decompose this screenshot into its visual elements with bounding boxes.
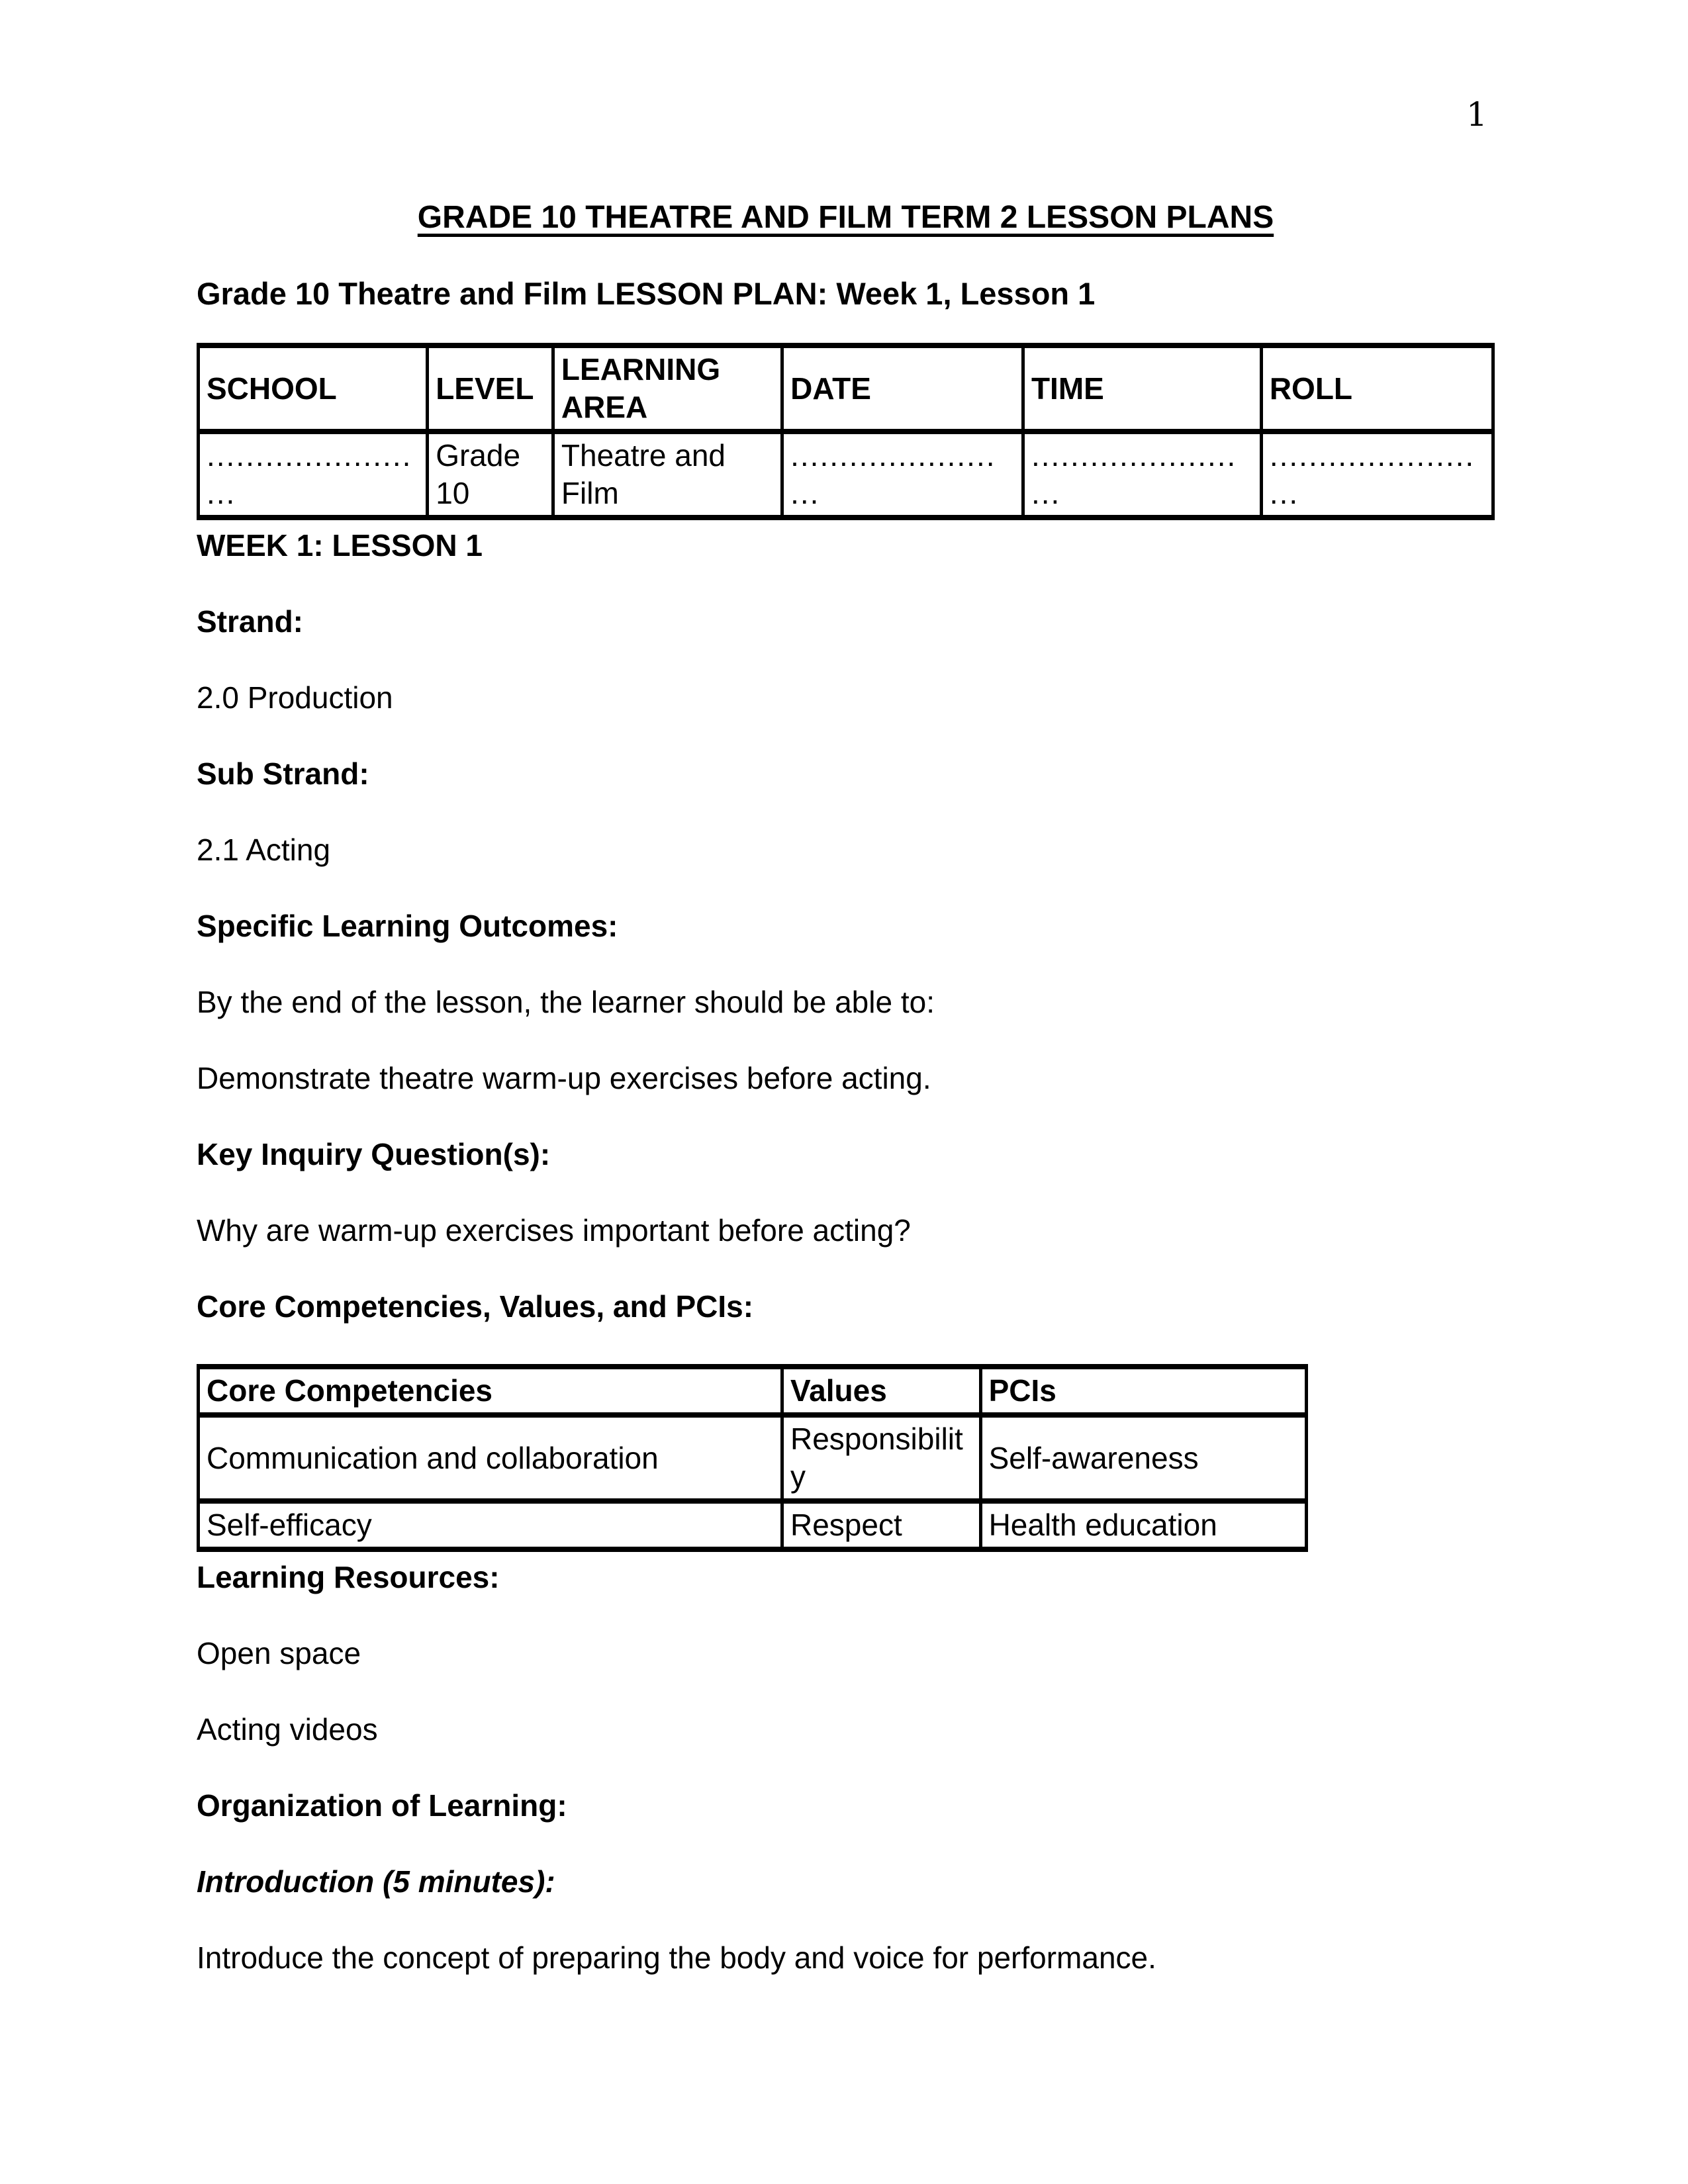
- info-value-roll: ..................... ...: [1261, 432, 1493, 518]
- competency-row1-pcis: Self-awareness: [980, 1415, 1306, 1501]
- info-header-date: DATE: [782, 345, 1023, 432]
- info-header-roll: ROLL: [1261, 345, 1493, 432]
- info-value-school: ..................... ...: [199, 432, 428, 518]
- competency-header-values: Values: [782, 1367, 981, 1415]
- week-lesson-heading: WEEK 1: LESSON 1: [197, 528, 483, 563]
- competency-row-2: [199, 1501, 1307, 1549]
- info-header-school: SCHOOL: [199, 345, 428, 432]
- competency-row-1: [199, 1415, 1307, 1501]
- inquiry-label: Key Inquiry Question(s):: [197, 1137, 551, 1171]
- info-table-value-row: [199, 432, 1493, 518]
- sub-strand-label: Sub Strand:: [197, 756, 369, 791]
- lesson-plan-subtitle: Grade 10 Theatre and Film LESSON PLAN: Week 1, Lesson 1: [197, 276, 1096, 311]
- resources-item-open-space: Open space: [197, 1636, 361, 1670]
- competency-row2-core: Self-efficacy: [199, 1501, 782, 1549]
- competency-header-pcis: PCIs: [980, 1367, 1306, 1415]
- competency-row1-values: Responsibility: [782, 1415, 981, 1501]
- info-table-header-row: [199, 345, 1493, 432]
- resources-label: Learning Resources:: [197, 1560, 500, 1594]
- info-value-learning-area: Theatre and Film: [553, 432, 782, 518]
- info-value-date: ..................... ...: [782, 432, 1023, 518]
- resources-item-acting-videos: Acting videos: [197, 1712, 378, 1747]
- info-value-level: Grade 10: [428, 432, 553, 518]
- outcomes-intro: By the end of the lesson, the learner should be able to:: [197, 985, 935, 1019]
- page-number: 1: [1466, 95, 1487, 134]
- inquiry-item: Why are warm-up exercises important before acting?: [197, 1213, 911, 1248]
- competency-header-row: [199, 1367, 1307, 1415]
- strand-value: 2.0 Production: [197, 680, 393, 715]
- lesson-info-table: [197, 343, 1495, 520]
- competency-row1-core: Communication and collaboration: [199, 1415, 782, 1501]
- outcomes-label: Specific Learning Outcomes:: [197, 909, 618, 943]
- competencies-label: Core Competencies, Values, and PCIs:: [197, 1289, 754, 1324]
- info-header-learning-area: LEARNING AREA: [553, 345, 782, 432]
- competency-header-core: Core Competencies: [199, 1367, 782, 1415]
- document-title-text: GRADE 10 THEATRE AND FILM TERM 2 LESSON PLANS: [417, 200, 1274, 235]
- sub-strand-value: 2.1 Acting: [197, 833, 331, 867]
- document-title: [197, 199, 1495, 236]
- outcomes-item: Demonstrate theatre warm-up exercises before acting.: [197, 1061, 931, 1095]
- introduction-text: Introduce the concept of preparing the body and voice for performance.: [197, 1940, 1156, 1975]
- info-value-time: ..................... ...: [1023, 432, 1261, 518]
- info-header-level: LEVEL: [428, 345, 553, 432]
- organization-label: Organization of Learning:: [197, 1788, 567, 1823]
- competency-row2-values: Respect: [782, 1501, 981, 1549]
- competency-table: [197, 1364, 1308, 1552]
- competency-row2-pcis: Health education: [980, 1501, 1306, 1549]
- info-header-time: TIME: [1023, 345, 1261, 432]
- introduction-label: Introduction (5 minutes):: [197, 1864, 555, 1899]
- strand-label: Strand:: [197, 604, 303, 639]
